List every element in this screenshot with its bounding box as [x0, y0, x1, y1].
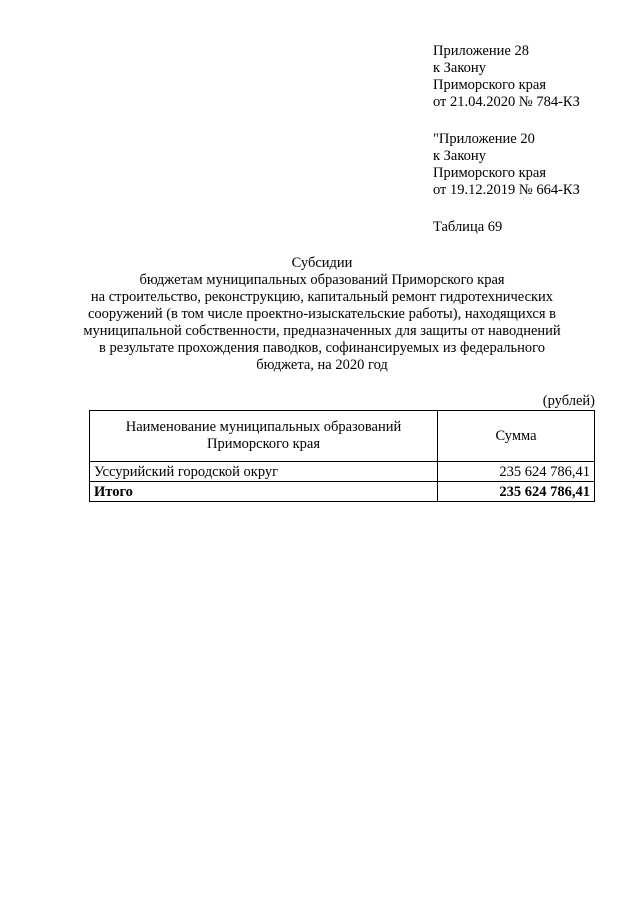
- title-line: в результате прохождения паводков, софинансируемых из федерального: [99, 340, 545, 356]
- appendix-20-line: Приморского края: [433, 165, 547, 181]
- appendix-20-line: к Закону: [433, 148, 486, 164]
- header-name-line: Наименование муниципальных образований: [125, 419, 402, 435]
- header-municipality-name: [90, 411, 438, 462]
- title-line: бюджетам муниципальных образований Приморского края: [139, 272, 505, 288]
- appendix-28-line: к Закону: [433, 60, 486, 76]
- total-label: Итого: [90, 482, 438, 502]
- units-label: (рублей): [542, 393, 595, 409]
- header-name-line: Приморского края: [206, 436, 320, 452]
- row-amount: 235 624 786,41: [438, 462, 595, 482]
- document-title: [80, 255, 564, 374]
- subsidy-table: [89, 410, 595, 502]
- appendix-20-line: "Приложение 20: [433, 131, 535, 147]
- table-number: Таблица 69: [433, 219, 503, 235]
- title-line: на строительство, реконструкцию, капитальный ремонт гидротехнических: [90, 289, 554, 305]
- appendix-28-line: Приморского края: [433, 77, 547, 93]
- appendix-20-reference: [433, 131, 633, 199]
- table-header-row: [90, 411, 595, 462]
- total-row: [90, 482, 595, 502]
- title-line: бюджета, на 2020 год: [256, 357, 388, 373]
- appendix-28-line: от 21.04.2020 № 784-КЗ: [433, 94, 580, 110]
- row-municipality-name: Уссурийский городской округ: [90, 462, 438, 482]
- total-amount: 235 624 786,41: [438, 482, 595, 502]
- title-line: муниципальной собственности, предназначенных для защиты от наводнений: [83, 323, 561, 339]
- title-line: сооружений (в том числе проектно-изыскательские работы), находящихся в: [88, 306, 556, 322]
- header-amount: Сумма: [438, 411, 595, 462]
- appendix-28-reference: [433, 43, 633, 111]
- title-line: Субсидии: [291, 255, 353, 271]
- appendix-28-line: Приложение 28: [433, 43, 529, 59]
- appendix-20-line: от 19.12.2019 № 664-КЗ: [433, 182, 580, 198]
- table-row: [90, 462, 595, 482]
